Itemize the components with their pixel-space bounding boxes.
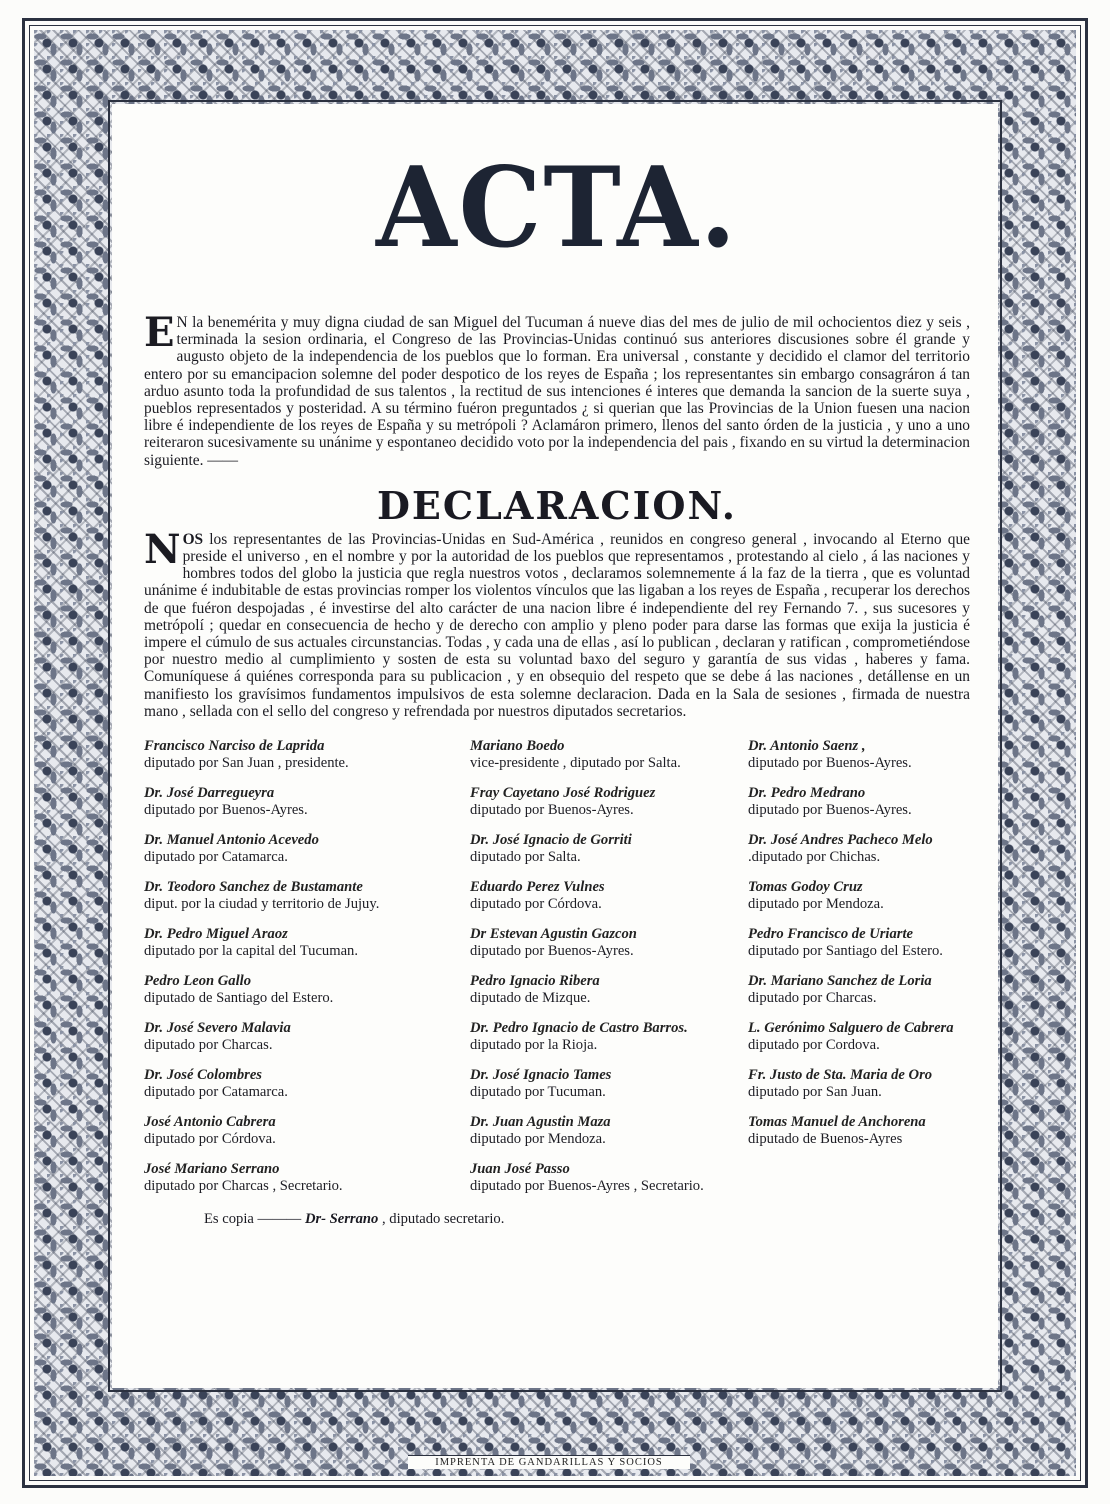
printer-imprint: IMPRENTA DE GANDARILLAS Y SOCIOS: [408, 1455, 690, 1469]
signer-role: diputado de Buenos-Ayres: [748, 1131, 903, 1148]
document-body: [112, 104, 998, 1388]
signer: [748, 973, 998, 1007]
signer-name: Pedro Francisco de Uriarte: [748, 926, 913, 943]
signer-name: Mariano Boedo: [470, 738, 565, 755]
signer-name: Fray Cayetano José Rodriguez: [470, 785, 656, 802]
signer: [748, 926, 998, 960]
signer: [144, 879, 462, 913]
signer-name: Dr. Pedro Miguel Araoz: [144, 926, 288, 943]
acta-text: N la benemérita y muy digna ciudad de san Miguel del Tucuman á nueve dias del mes de julio de mil ochocientos diez y seis , terminada la sesion ordinaria, el Congreso de las Provincias-Unidas continuó sus anteriores discusiones sobre él grande y augusto objeto de la independencia de los pueblos que lo forman. Era universal , constante y decidido el clamor del territorio entero por su emancipacion solemne del poder despotico de los reyes de España ; los representantes sin embargo consagráron á tan arduo asunto toda la profundidad de sus talentos , la rectitud de sus intenciones é interes que demanda la sancion de la suerte suya , pueblos representados y posteridad. A su término fuéron preguntados ¿ si querian que las Provincias de la Union fuesen una nacion libre é independiente de los reyes de España y su metrópoli ? Aclamáron primero, llenos del santo órden de la justicia , y uno a uno reiteraron sucesivamente su unánime y espontaneo decidido voto por la independencia del pais , fixando en su virtud la determinacion siguiente. ——: [144, 314, 970, 469]
signer-role: diputado por Buenos-Ayres.: [748, 802, 912, 819]
signer-name: Pedro Ignacio Ribera: [470, 973, 600, 990]
signer-name: Fr. Justo de Sta. Maria de Oro: [748, 1067, 933, 1084]
signer-role: diputado por Charcas , Secretario.: [144, 1178, 343, 1195]
signer: [748, 879, 998, 913]
signer-role: diputado por Buenos-Ayres.: [144, 802, 308, 819]
signer-role: diputado por Tucuman.: [470, 1084, 606, 1101]
signer-role: diputado por Córdova.: [144, 1131, 276, 1148]
signer-name: Dr. Antonio Saenz ,: [748, 738, 866, 755]
copy-suffix: , diputado secretario.: [378, 1211, 505, 1228]
signer-name: L. Gerónimo Salguero de Cabrera: [748, 1020, 954, 1037]
signer-name: Tomas Godoy Cruz: [748, 879, 863, 896]
signer: [144, 1161, 462, 1195]
signer-role: diputado por San Juan , presidente.: [144, 755, 349, 772]
signer: [470, 1020, 740, 1054]
signer: [144, 1067, 462, 1101]
signer-name: Francisco Narciso de Laprida: [144, 738, 325, 755]
signer-name: Dr. Mariano Sanchez de Loria: [748, 973, 932, 990]
signer: [470, 785, 740, 819]
signer: [144, 785, 462, 819]
signer: [144, 832, 462, 866]
signer-name: Pedro Leon Gallo: [144, 973, 252, 990]
acta-paragraph: [144, 309, 970, 469]
signer-role: diputado por Córdova.: [470, 896, 602, 913]
signer-role: diputado por Cordova.: [748, 1037, 880, 1054]
signer-role: diputado por la capital del Tucuman.: [144, 943, 359, 960]
acta-dropcap: E: [144, 309, 175, 356]
signer-role: diputado por Mendoza.: [748, 896, 884, 913]
signer-name: Dr. José Ignacio de Gorriti: [470, 832, 632, 849]
declaration-paragraph: [144, 525, 971, 720]
signer-name: Dr. Juan Agustin Maza: [470, 1114, 611, 1131]
signer: [144, 1114, 462, 1148]
signer-role: diputado por Charcas.: [144, 1037, 273, 1054]
signer-role: .diputado por Chichas.: [748, 849, 881, 866]
signer: [748, 1114, 998, 1148]
signer: [144, 973, 462, 1007]
signer-name: José Antonio Cabrera: [144, 1114, 276, 1131]
signer: [144, 738, 462, 772]
signer-role: diputado por la Rioja.: [470, 1037, 598, 1054]
declaration-dropcap: N: [144, 525, 181, 573]
signer-role: diputado de Mizque.: [470, 990, 591, 1007]
signer: [470, 1161, 740, 1195]
signer-role: diputado por Salta.: [470, 849, 581, 866]
declaration-title: DECLARACION.: [376, 482, 738, 528]
signer-role: diputado por Catamarca.: [144, 1084, 288, 1101]
signer-name: Eduardo Perez Vulnes: [470, 879, 605, 896]
signer-role: diputado por Buenos-Ayres.: [470, 943, 634, 960]
signer: [748, 832, 998, 866]
signer: [144, 1020, 462, 1054]
signatories: [144, 738, 970, 1195]
signer: [748, 1020, 998, 1054]
signer: [470, 832, 740, 866]
copy-attestation: [204, 1211, 970, 1228]
signer-role: diput. por la ciudad y territorio de Jujuy.: [144, 896, 380, 913]
signer-role: diputado de Santiago del Estero.: [144, 990, 334, 1007]
signer-name: Dr. Teodoro Sanchez de Bustamante: [144, 879, 363, 896]
copy-prefix: Es copia ———: [204, 1211, 302, 1228]
signer: [470, 1114, 740, 1148]
signer-name: Dr. Pedro Medrano: [748, 785, 866, 802]
signer-name: Dr. Pedro Ignacio de Castro Barros.: [470, 1020, 688, 1037]
signer-role: diputado por Buenos-Ayres.: [470, 802, 634, 819]
signer-name: Dr. José Severo Malavia: [144, 1020, 291, 1037]
declaration-text: los representantes de las Provincias-Unidas en Sud-América , reunidos en congreso general , invocando al Eterno que preside el universo , en el nombre y por la autoridad de los pueblos que representamos , protestando al cielo , á las naciones y hombres todos del globo la justicia que regla nuestros votos , declaramos solemnemente á la faz de la tierra , que es voluntad unánime é indubitable de estas provincias romper los violentos vínculos que las ligaban a los reyes de España , recuperar los derechos de que fuéron despojadas , é investirse del alto carácter de una nacion libre é independiente del rey Fernando 7. , sus sucesores y metrópolí ; quedar en consecuencia de hecho y de derecho con amplio y pleno poder para darse las formas que exija la justicia é impere el cúmulo de sus actuales circunstancias. Todas , y cada una de ellas , así lo publican , declaran y ratifican , comprometiéndose por nuestro medio al cumplimiento y sosten de esta su voluntad baxo del seguro y garantía de sus vidas , haberes y fama. Comuníquese á quiénes corresponda para su publicacion , y en obsequio del respeto que se debe á las naciones , detállense en un manifiesto los gravísimos fundamentos impulsivos de esta solemne declaracion. Dada en la Sala de sesiones , firmada de nuestra mano , sellada con el sello del congreso y refrendada por nuestros diputados secretarios.: [144, 530, 971, 720]
signer-name: Dr. Manuel Antonio Acevedo: [144, 832, 319, 849]
signer: [470, 926, 740, 960]
signer-name: Dr. José Andres Pacheco Melo: [748, 832, 933, 849]
signer-name: Tomas Manuel de Anchorena: [748, 1114, 926, 1131]
signer-name: Dr. José Ignacio Tames: [470, 1067, 612, 1084]
signer-role: diputado por Catamarca.: [144, 849, 288, 866]
signer-role: diputado por Buenos-Ayres , Secretario.: [470, 1178, 704, 1195]
signer: [470, 738, 740, 772]
declaration-lead: OS: [182, 530, 204, 548]
signer: [748, 1067, 998, 1101]
signer: [470, 1067, 740, 1101]
signer: [748, 738, 998, 772]
signer-name: Dr. José Darregueyra: [144, 785, 275, 802]
signer-role: diputado por San Juan.: [748, 1084, 882, 1101]
signer: [144, 926, 462, 960]
signer-name: Dr. José Colombres: [144, 1067, 262, 1084]
signer-name: Dr Estevan Agustin Gazcon: [470, 926, 637, 943]
signer-role: diputado por Charcas.: [748, 990, 877, 1007]
signer-role: diputado por Mendoza.: [470, 1131, 606, 1148]
copy-signature: Dr- Serrano: [304, 1211, 379, 1228]
signer-role: vice-presidente , diputado por Salta.: [470, 755, 681, 772]
signer: [470, 973, 740, 1007]
signer: [470, 879, 740, 913]
document-title: ACTA.: [375, 142, 739, 273]
signer-name: Juan José Passo: [470, 1161, 570, 1178]
signer: [748, 785, 998, 819]
signer-role: diputado por Buenos-Ayres.: [748, 755, 912, 772]
signer-name: José Mariano Serrano: [144, 1161, 280, 1178]
signer-role: diputado por Santiago del Estero.: [748, 943, 943, 960]
